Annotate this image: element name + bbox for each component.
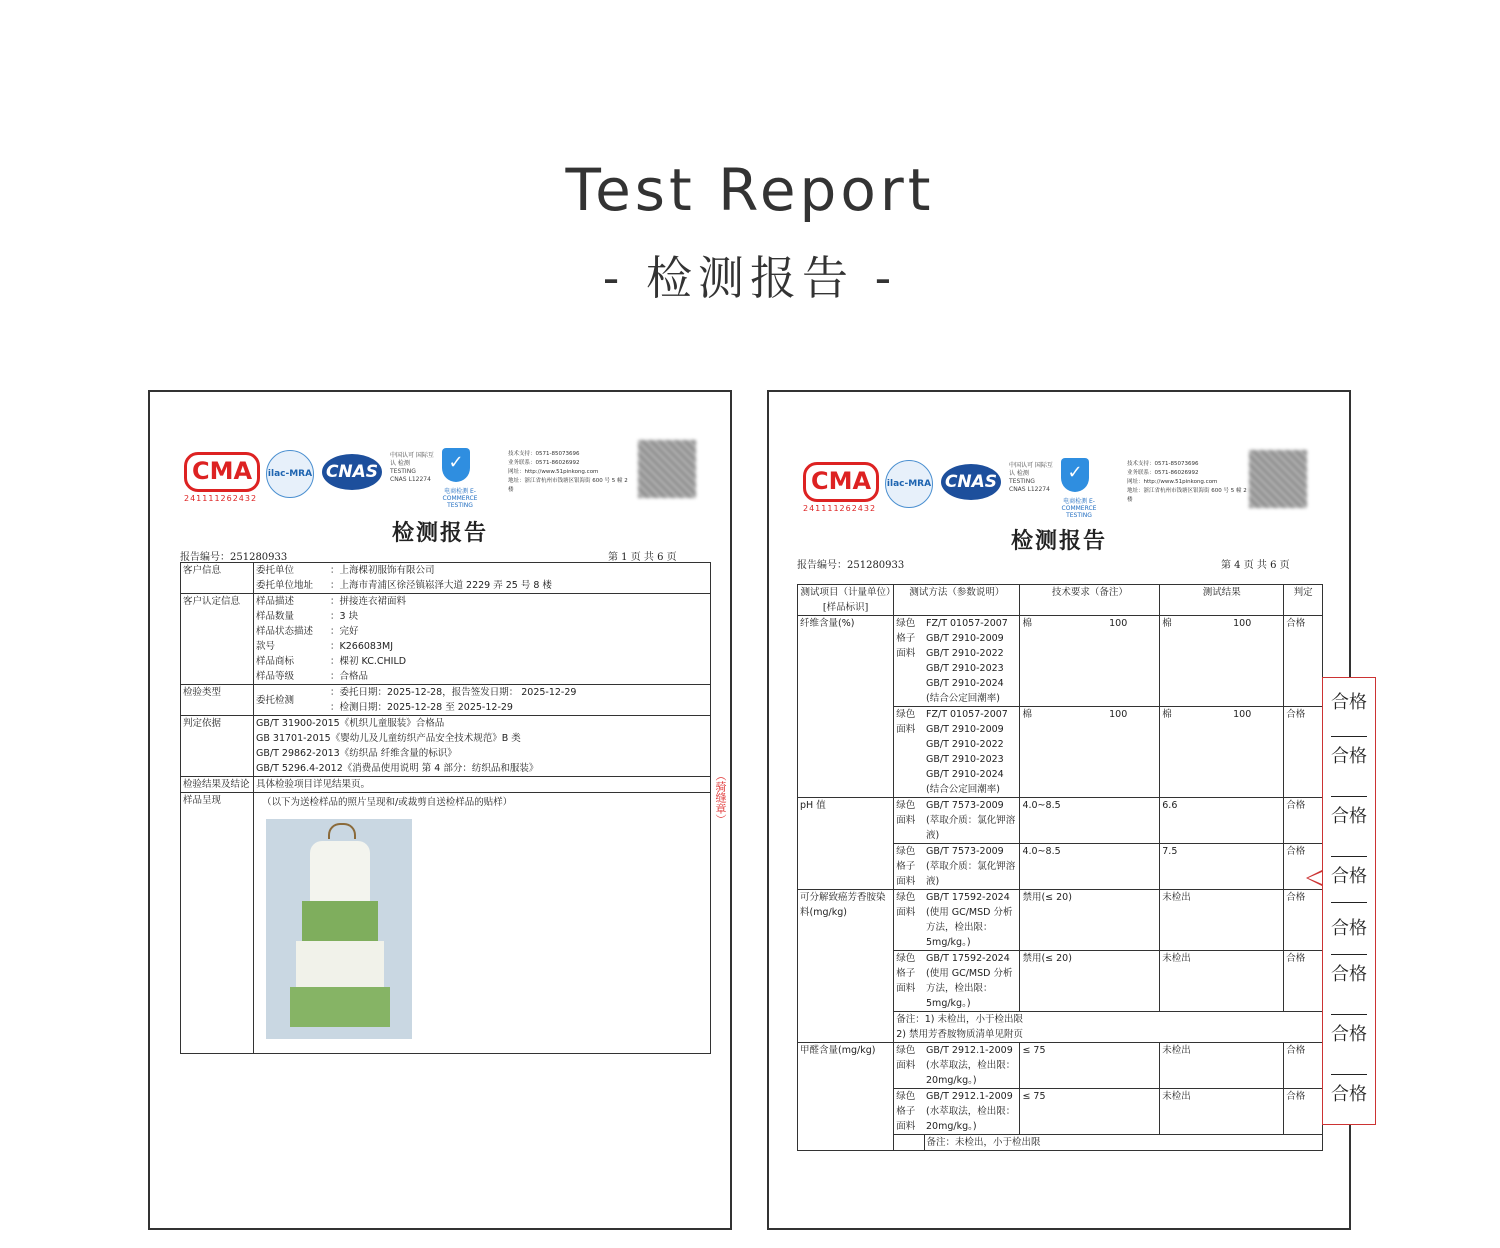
cma-number: 241111262432 — [184, 494, 258, 503]
judgement: 合格 — [1284, 951, 1323, 1012]
pass-callout — [1322, 677, 1376, 1125]
requirement: 棉 100 — [1020, 616, 1160, 707]
basis-label: 判定依据 — [181, 716, 254, 777]
callout-divider — [1331, 736, 1367, 737]
cnas-logo: CNAS — [322, 454, 382, 490]
table-row — [798, 798, 1323, 844]
qr-code-icon — [1249, 450, 1307, 508]
report-page-1 — [148, 390, 732, 1230]
accreditation-text: 中国认可 国际互认 检测 TESTING CNAS L12274 — [390, 452, 434, 483]
table-row — [798, 616, 1323, 707]
report-number: 报告编号：251280933 — [797, 560, 905, 571]
requirement: 禁用(≤ 20) — [1020, 951, 1160, 1012]
inspect-dates: ：委托日期：2025-12-28，报告签发日期： 2025-12-29 ：检测日期：2025-12-28 至 2025-12-29 — [328, 685, 711, 716]
callout-pass-3: 合格 — [1331, 806, 1367, 827]
ilac-mra-logo: ilac-MRA — [885, 460, 933, 508]
requirement: 4.0~8.5 — [1020, 844, 1160, 890]
test-method: GB/T 2912.1-2009 (水萃取法，检出限：20mg/kg。) — [924, 1089, 1020, 1135]
callout-pass-8: 合格 — [1331, 1084, 1367, 1105]
test-method: GB/T 17592-2024 (使用 GC/MSD 分析方法，检出限：5mg/kg。) — [924, 890, 1020, 951]
accreditation-text: 中国认可 国际互认 检测 TESTING CNAS L12274 — [1009, 462, 1053, 493]
report-title: 检测报告 — [1010, 528, 1107, 554]
test-item: 纤维含量(%) — [798, 616, 894, 798]
sample-id: 绿色面料 — [894, 707, 924, 798]
requirement: 棉 100 — [1020, 707, 1160, 798]
test-result: 7.5 — [1160, 844, 1284, 890]
page-indicator: 第 4 页 共 6 页 — [1221, 560, 1290, 571]
callout-divider — [1331, 954, 1367, 955]
test-result: 未检出 — [1160, 890, 1284, 951]
shield-label: 电商检测 E-COMMERCE TESTING — [1061, 498, 1097, 519]
requirement: ≤ 75 — [1020, 1043, 1160, 1089]
callout-pass-4: 合格 — [1331, 866, 1367, 887]
sample-dress-photo — [266, 819, 412, 1039]
test-method: GB/T 7573-2009 (萃取介质：氯化钾溶液) — [924, 844, 1020, 890]
callout-pass-6: 合格 — [1331, 964, 1367, 985]
cnas-logo: CNAS — [941, 464, 1001, 500]
sample-photo-area — [256, 793, 708, 1053]
test-result: 棉 100 — [1160, 616, 1284, 707]
shield-label: 电商检测 E-COMMERCE TESTING — [442, 488, 478, 509]
sample-id: 绿色格子面料 — [894, 616, 924, 707]
cma-logo: CMA — [184, 452, 260, 492]
heading-title-cn: - 检测报告 - — [602, 251, 898, 305]
test-results-table — [797, 584, 1323, 1151]
requirement: 4.0~8.5 — [1020, 798, 1160, 844]
report-page-4 — [767, 390, 1351, 1230]
test-result: 6.6 — [1160, 798, 1284, 844]
judgement: 合格 — [1284, 798, 1323, 844]
callout-pass-7: 合格 — [1331, 1024, 1367, 1045]
basis-list: GB/T 31900-2015《机织儿童服装》合格品 GB 31701-2015《婴幼儿及儿童纺织产品安全技术规范》B 类 GB/T 29862-2013《纺织品 纤维含量的标识》 GB/T 5296.4-2012《消费品使用说明 第 4 部分：纺织品和服装》 — [254, 716, 711, 777]
inspect-type-label: 检验类型 — [181, 685, 254, 716]
test-item: 甲醛含量(mg/kg) — [798, 1043, 894, 1151]
sample-id: 绿色面料 — [894, 1043, 924, 1089]
contact-info: 技术支持：0571-85073696 业务联系：0571-86026992 网址：http://www.51pinkong.com 地址：浙江省杭州市钱塘区银海街 600 号 5 幢 2 楼 — [1127, 461, 1247, 503]
report-title: 检测报告 — [391, 520, 488, 546]
callout-divider — [1331, 1014, 1367, 1015]
callout-divider — [1331, 902, 1367, 903]
judgement: 合格 — [1284, 1089, 1323, 1135]
test-item: 可分解致癌芳香胺染料(mg/kg) — [798, 890, 894, 1043]
contact-info: 技术支持：0571-85073696 业务联系：0571-86026992 网址：http://www.51pinkong.com 地址：浙江省杭州市钱塘区银海街 600 号 5 幢 2 楼 — [508, 451, 628, 493]
callout-divider — [1331, 856, 1367, 857]
judgement: 合格 — [1284, 1043, 1323, 1089]
photo-label: 样品呈现 — [181, 793, 254, 1054]
seam-stamp: （骑缝章） — [714, 770, 727, 825]
ecommerce-shield-icon: ✓ — [1061, 458, 1089, 492]
sample-id: 绿色面料 — [894, 798, 924, 844]
callout-pass-2: 合格 — [1331, 746, 1367, 767]
requirement: 禁用(≤ 20) — [1020, 890, 1160, 951]
table-header: 测试项目（计量单位）[样品标识] 测试方法（参数说明） 技术要求（备注） 测试结果 判定 — [798, 585, 1323, 616]
test-method: FZ/T 01057-2007 GB/T 2910-2009 GB/T 2910-2022 GB/T 2910-2023 GB/T 2910-2024 (结合公定回潮率) — [924, 616, 1020, 707]
test-method: FZ/T 01057-2007 GB/T 2910-2009 GB/T 2910-2022 GB/T 2910-2023 GB/T 2910-2024 (结合公定回潮率) — [924, 707, 1020, 798]
test-result: 棉 100 — [1160, 707, 1284, 798]
callout-pass-1: 合格 — [1331, 692, 1367, 713]
callout-pass-5: 合格 — [1331, 918, 1367, 939]
client-label: 客户信息 — [181, 563, 254, 594]
table-row — [798, 1043, 1323, 1089]
note-formaldehyde: 备注：未检出，小于检出限 — [924, 1135, 1322, 1151]
inspect-type-value: 委托检测 — [254, 685, 329, 716]
sample-id: 绿色格子面料 — [894, 844, 924, 890]
report-info-table: 客户信息 委托单位 ：上海棵初服饰有限公司 委托单位地址 ：上海市青浦区徐泾镇崧泽大道 2229 弄 25 号 8 楼 客户认定信息 样品描述 ：拼接连衣裙面料 样品数量 ：3 块 样品状态描述 ：完好 款号 ：K266083MJ 样品商标 ：棵初 KC.CHILD 样品等级 ：合格品 检验类型 委托检测 ：委托日期：2025-12-28，报告签发日期： 2025-12-29 ：检测日期：2025-12-28 至 2025-12-29 判定依据 GB/T 31900-2015《机织儿童服装》合格品 GB 31701-2015《婴幼儿及儿童纺织产品安全技术规范》B 类 GB/T 29862-2013《纺织品 纤维含量的标识》 GB/T 5296.4-2012《消费品使用说明 第 4 部分：纺织品和服装》 检验结果及结论 具体检验项目详见结果页。 样品呈现 （以下为送检样品的照片呈现和/或裁剪自送检样品的贴样） — [180, 562, 711, 1054]
qr-code-icon — [638, 440, 696, 498]
test-method: GB/T 17592-2024 (使用 GC/MSD 分析方法，检出限：5mg/kg。) — [924, 951, 1020, 1012]
test-result: 未检出 — [1160, 1089, 1284, 1135]
sample-label: 客户认定信息 — [181, 594, 254, 685]
judgement: 合格 — [1284, 616, 1323, 707]
test-result: 未检出 — [1160, 1043, 1284, 1089]
cma-logo: CMA — [803, 462, 879, 502]
report-number: 报告编号：251280933 — [180, 552, 288, 563]
table-row — [798, 890, 1323, 951]
sample-id: 绿色格子面料 — [894, 951, 924, 1012]
conclusion-value: 具体检验项目详见结果页。 — [254, 777, 711, 793]
requirement: ≤ 75 — [1020, 1089, 1160, 1135]
test-method: GB/T 2912.1-2009 (水萃取法，检出限：20mg/kg。) — [924, 1043, 1020, 1089]
judgement: 合格 — [1284, 707, 1323, 798]
ecommerce-shield-icon: ✓ — [442, 448, 470, 482]
ilac-mra-logo: ilac-MRA — [266, 450, 314, 498]
callout-pointer-inner — [1308, 872, 1322, 884]
photo-caption: （以下为送检样品的照片呈现和/或裁剪自送检样品的贴样） — [262, 797, 513, 808]
empty-cell — [894, 1135, 924, 1151]
page-indicator: 第 1 页 共 6 页 — [608, 552, 677, 563]
sample-id: 绿色格子面料 — [894, 1089, 924, 1135]
note-amine: 备注：1) 未检出，小于检出限 2) 禁用芳香胺物质清单见附页 — [894, 1012, 1323, 1043]
test-item: pH 值 — [798, 798, 894, 890]
test-result: 未检出 — [1160, 951, 1284, 1012]
judgement: 合格 — [1284, 844, 1323, 890]
sample-id: 绿色面料 — [894, 890, 924, 951]
cma-number: 241111262432 — [803, 504, 877, 513]
heading-title-en: Test Report — [565, 156, 935, 224]
judgement: 合格 — [1284, 890, 1323, 951]
test-method: GB/T 7573-2009 (萃取介质：氯化钾溶液) — [924, 798, 1020, 844]
callout-divider — [1331, 796, 1367, 797]
conclusion-label: 检验结果及结论 — [181, 777, 254, 793]
callout-divider — [1331, 1074, 1367, 1075]
